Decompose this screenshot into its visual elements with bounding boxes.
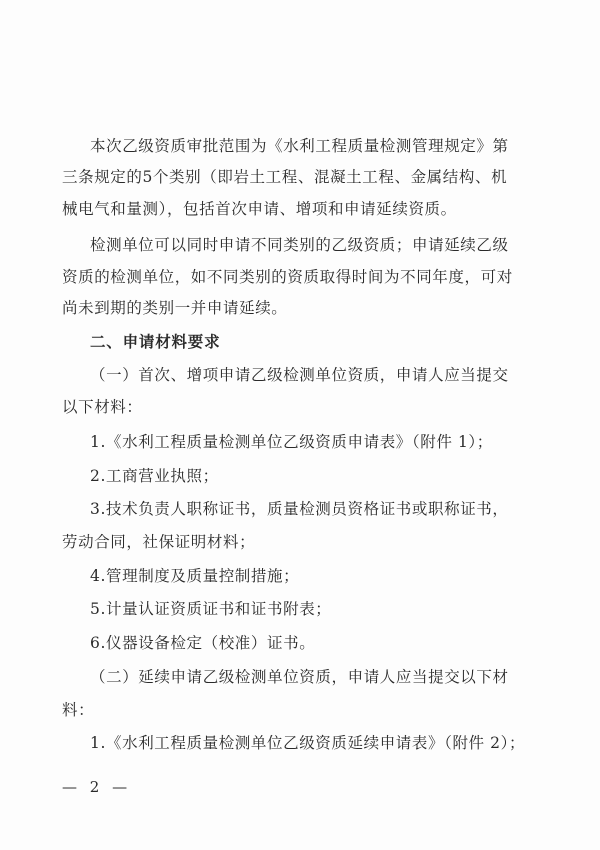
- list-item: 5.计量认证资质证书和证书附表；: [90, 600, 332, 618]
- list-item: 6.仪器设备检定（校准）证书。: [90, 634, 316, 652]
- list-item-continuation: 劳动合同，社保证明材料；: [62, 533, 256, 551]
- list-item: 2.工商营业执照；: [90, 467, 219, 485]
- subsection-1-line-2: 以下材料：: [62, 398, 143, 416]
- subsection-1-line-1: （一）首次、增项申请乙级检测单位资质，申请人应当提交: [90, 366, 509, 384]
- paragraph-1-line-3: 械电气和量测），包括首次申请、增项和申请延续资质。: [62, 200, 457, 218]
- paragraph-2-line-2: 资质的检测单位，如不同类别的资质取得时间为不同年度，可对: [62, 268, 513, 286]
- subsection-2-line-2: 料：: [62, 701, 95, 719]
- list-item: 1.《水利工程质量检测单位乙级资质申请表》（附件 1）；: [90, 433, 493, 451]
- paragraph-1-line-1: 本次乙级资质审批范围为《水利工程质量检测管理规定》第: [90, 137, 509, 155]
- paragraph-1-line-2: 三条规定的5个类别（即岩土工程、混凝土工程、金属结构、机: [62, 168, 508, 186]
- section-heading: 二、申请材料要求: [90, 333, 221, 351]
- list-item: 1.《水利工程质量检测单位乙级资质延续申请表》（附件 2）；: [90, 734, 526, 752]
- paragraph-2-line-3: 尚未到期的类别一并申请延续。: [62, 299, 288, 317]
- paragraph-2-line-1: 检测单位可以同时申请不同类别的乙级资质；申请延续乙级: [90, 236, 509, 254]
- page-number: — 2 —: [62, 778, 132, 796]
- subsection-2-line-1: （二）延续申请乙级检测单位资质，申请人应当提交以下材: [90, 668, 509, 686]
- list-item: 4.管理制度及质量控制措施；: [90, 567, 300, 585]
- list-item: 3.技术负责人职称证书，质量检测员资格证书或职称证书，: [90, 500, 509, 518]
